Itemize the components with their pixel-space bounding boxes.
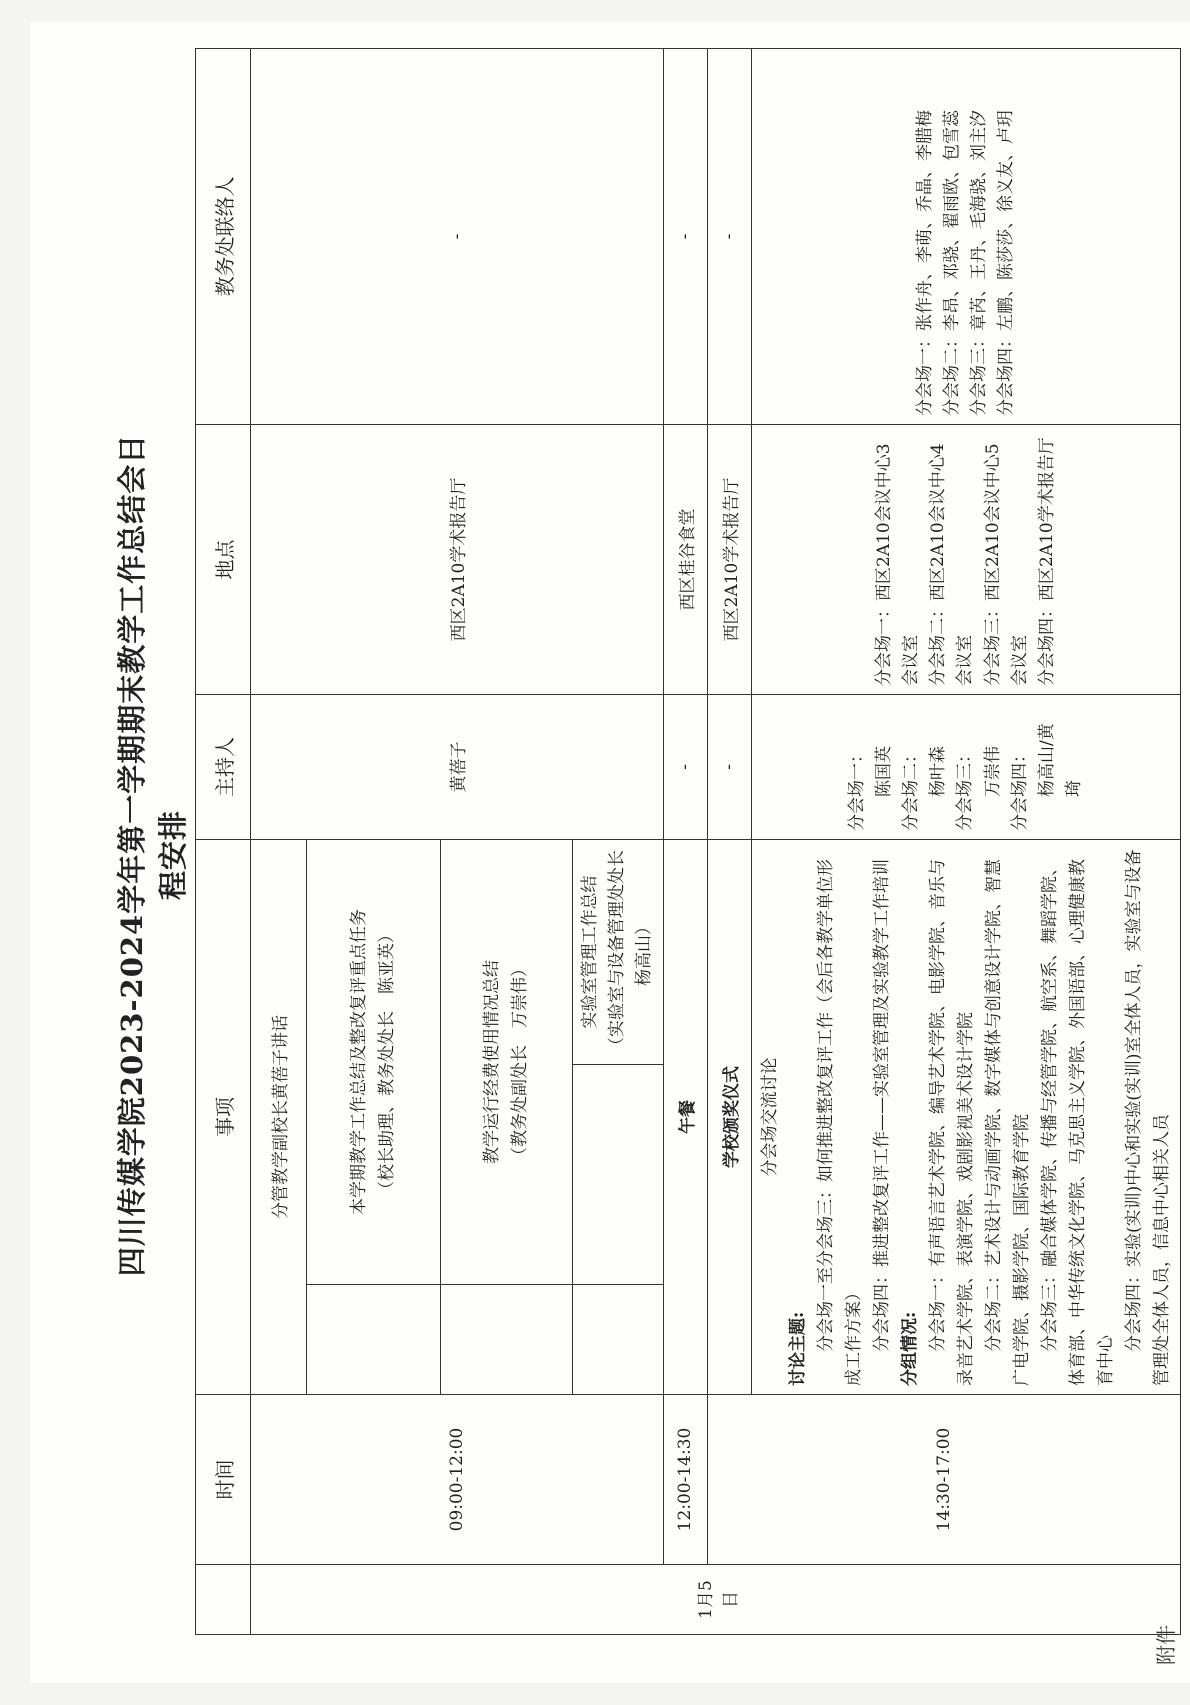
group-label: 分组情况: [899,1311,920,1386]
award-contact: - [707,49,751,425]
morning-item-4 [573,833,664,1065]
afternoon-time: 14:30-17:00 [707,1395,1181,1565]
contact-1: 分会场一：张作舟、李萌、乔晶、李腊梅 [914,110,935,416]
lunch-contact: - [663,49,707,425]
afternoon-locations [751,425,1181,695]
contact-3: 分会场三：章芮、王丹、毛海骁、刘主汐 [968,110,989,416]
attachment-label: 附件 [1154,1625,1178,1665]
host-name-2: 杨叶森 [928,746,949,797]
host-name-3: 万崇伟 [982,746,1003,797]
afternoon-item-heading: 分会场交流讨论 [759,1057,780,1177]
header-date [196,1565,251,1635]
table-row [707,49,751,1635]
table-row [663,49,707,1635]
item-text: 实验室管理工作总结 [580,875,600,1029]
header-row [196,49,251,1635]
award-host: - [707,695,751,840]
morning-item-1 [251,840,307,1395]
rotated-page [30,22,1190,1705]
location-4: 分会场四：西区2A10学术报告厅 [1036,437,1057,686]
host-label-4: 分会场四： [1009,746,1030,831]
host-label-2: 分会场二： [900,746,921,831]
lunch-host: - [663,695,707,840]
morning-contact: - [251,49,664,425]
topic-2: 分会场四：推进整改复评工作——实验室管理及实验教学工作培训 [871,859,892,1352]
date-cell: 1月5日 [251,1565,1181,1635]
group-2: 分会场二：艺术设计与动画学院、数字媒体与创意设计学院、智慧广电学院、摄影学院、国际教育学院 [983,859,1032,1386]
afternoon-contacts [751,49,1181,425]
morning-time: 09:00-12:00 [251,1395,664,1565]
header-item: 事项 [196,840,251,1395]
afternoon-item [751,840,1181,1395]
group-3: 分会场三：融合媒体学院、传播与经管学院、航空系、舞蹈学院、体育部、中华传统文化学院、马克思主义学院、外国语部、心理健康教育中心 [1040,859,1117,1386]
award-item: 学校颁奖仪式 [707,840,751,1395]
item-text: 本学期教学工作总结及整改复评重点任务 [349,909,370,1215]
location-1: 分会场一：西区2A10会议中心3会议室 [873,443,921,686]
lunch-item: 午餐 [663,840,707,1395]
scanned-sheet [30,22,1190,1683]
item-presenter: （教务处副处长 万崇伟） [509,960,530,1164]
award-location: 西区2A10学术报告厅 [707,425,751,695]
morning-host: 黄蓓子 [251,695,664,840]
host-label-3: 分会场三： [955,746,976,831]
host-label-1: 分会场一： [846,746,867,831]
document-title: 四川传媒学院2023-2024学年第一学期期末教学工作总结会日程安排 [115,433,190,1277]
table-row [251,49,307,1635]
item-presenter: （校长助理、教务处处长 陈亚英） [376,926,397,1198]
topic-1: 分会场一至分会场三：如何推进整改复评工作（会后各教学单位形成工作方案） [815,859,864,1386]
location-2: 分会场二：西区2A10会议中心4会议室 [928,443,976,686]
topic-label: 讨论主题: [787,1311,808,1386]
item-presenter: （实验室与设备管理处处长 杨高山） [607,833,655,1054]
group-1: 分会场一：有声语言艺术学院、编导艺术学院、电影学院、音乐与录音艺术学院、表演学院、戏剧影视美术设计学院 [927,859,976,1386]
host-name-1: 陈国英 [873,746,894,797]
morning-location: 西区2A10学术报告厅 [251,425,664,695]
group-4: 分会场四：实验(实训)中心和实验(实训)室全体人员，实验室与设备管理处全体人员，信息中心相关人员 [1124,849,1173,1386]
contact-2: 分会场二：李昂、邓骁、翟雨欧、包雪蕊 [941,110,962,416]
header-time: 时间 [196,1395,251,1565]
host-name-4: 杨高山/黄 琦 [1036,706,1085,797]
afternoon-hosts [751,695,1181,840]
contact-4: 分会场四：左鹏、陈莎莎、徐义友、卢玥 [996,110,1017,416]
item-text: 教学运行经费使用情况总结 [482,960,503,1164]
header-location: 地点 [196,425,251,695]
location-3: 分会场三：西区2A10会议中心5会议室 [982,443,1030,686]
morning-item-3 [441,840,573,1285]
item-text: 分管教学副校长黄蓓子讲话 [271,1015,291,1219]
lunch-location: 西区桂谷食堂 [663,425,707,695]
header-contact: 教务处联络人 [196,49,251,425]
lunch-time: 12:00-14:30 [663,1395,707,1565]
header-host: 主持人 [196,695,251,840]
schedule-table [195,48,1181,1635]
morning-item-2 [307,840,441,1285]
